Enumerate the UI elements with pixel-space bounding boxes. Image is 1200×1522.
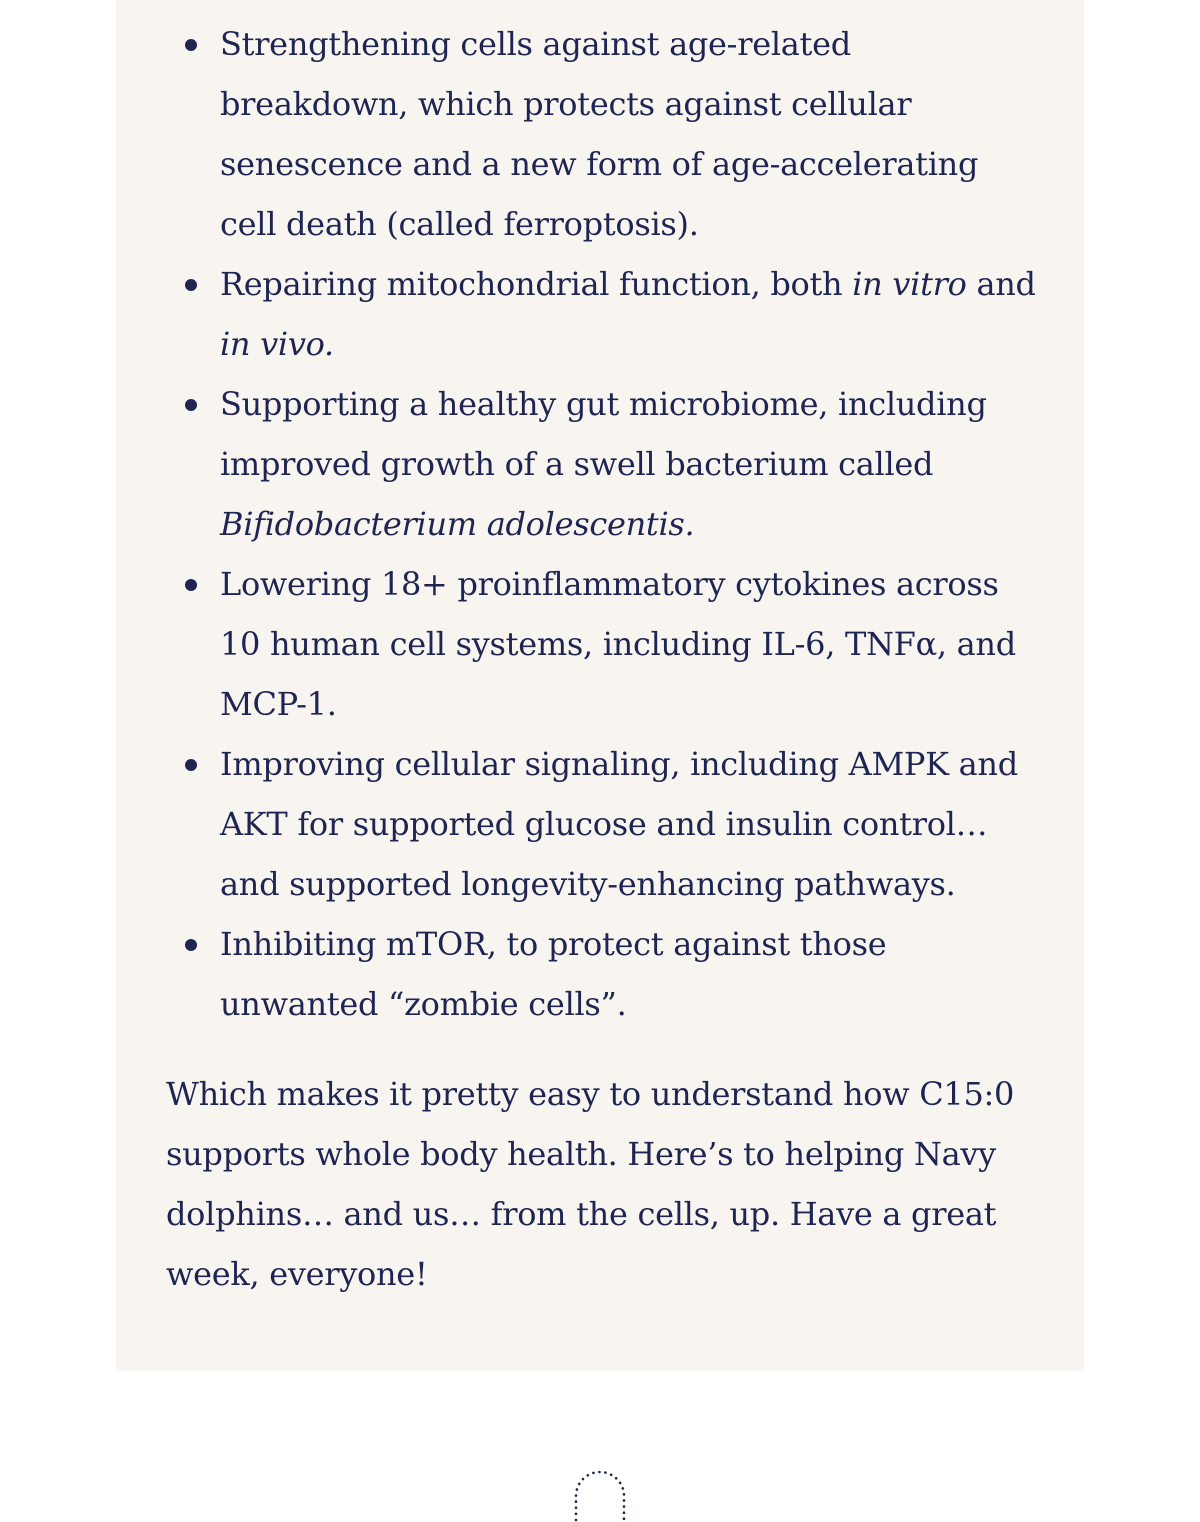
list-item-italic-text: Bifidobacterium adolescentis. xyxy=(220,505,695,543)
list-item-text: Inhibiting mTOR, to protect against those unwanted “zombie cells”. xyxy=(220,925,887,1023)
benefits-list xyxy=(220,14,1040,1034)
bullet-dot-icon xyxy=(185,39,197,51)
list-item-text: Lowering 18+ proinflammatory cytokines across 10 human cell systems, including IL-6, TNFα, and MCP-1. xyxy=(220,565,1016,723)
bullet-dot-icon xyxy=(185,939,197,951)
list-item-text: Strengthening cells against age-related breakdown, which protects against cellular senescence and a new form of age-accelerating cell death (called ferroptosis). xyxy=(220,25,979,243)
list-item xyxy=(220,914,1040,1034)
closing-paragraph: Which makes it pretty easy to understand how C15:0 supports whole body health. Here’s to helping Navy dolphins… and us… from the cells, up. Have a great week, everyone! xyxy=(166,1075,1015,1293)
list-item-italic-text: in vitro xyxy=(852,265,967,303)
bullet-dot-icon xyxy=(185,399,197,411)
bullet-dot-icon xyxy=(185,759,197,771)
list-item xyxy=(220,254,1040,374)
list-item-text: Improving cellular signaling, including AMPK and AKT for supported glucose and insulin control… and supported longevity-enhancing pathways. xyxy=(220,745,1018,903)
list-item-text: and xyxy=(966,265,1036,303)
list-item xyxy=(220,374,1040,554)
list-item-italic-text: in vivo. xyxy=(220,325,334,363)
bullet-dot-icon xyxy=(185,279,197,291)
bullet-dot-icon xyxy=(185,579,197,591)
list-item xyxy=(220,734,1040,914)
list-item xyxy=(220,14,1040,254)
list-item xyxy=(220,554,1040,734)
list-item-text: Repairing mitochondrial function, both xyxy=(220,265,853,303)
list-item-text: Supporting a healthy gut microbiome, including improved growth of a swell bacterium called xyxy=(220,385,987,483)
dotted-arch-icon xyxy=(572,1468,628,1522)
